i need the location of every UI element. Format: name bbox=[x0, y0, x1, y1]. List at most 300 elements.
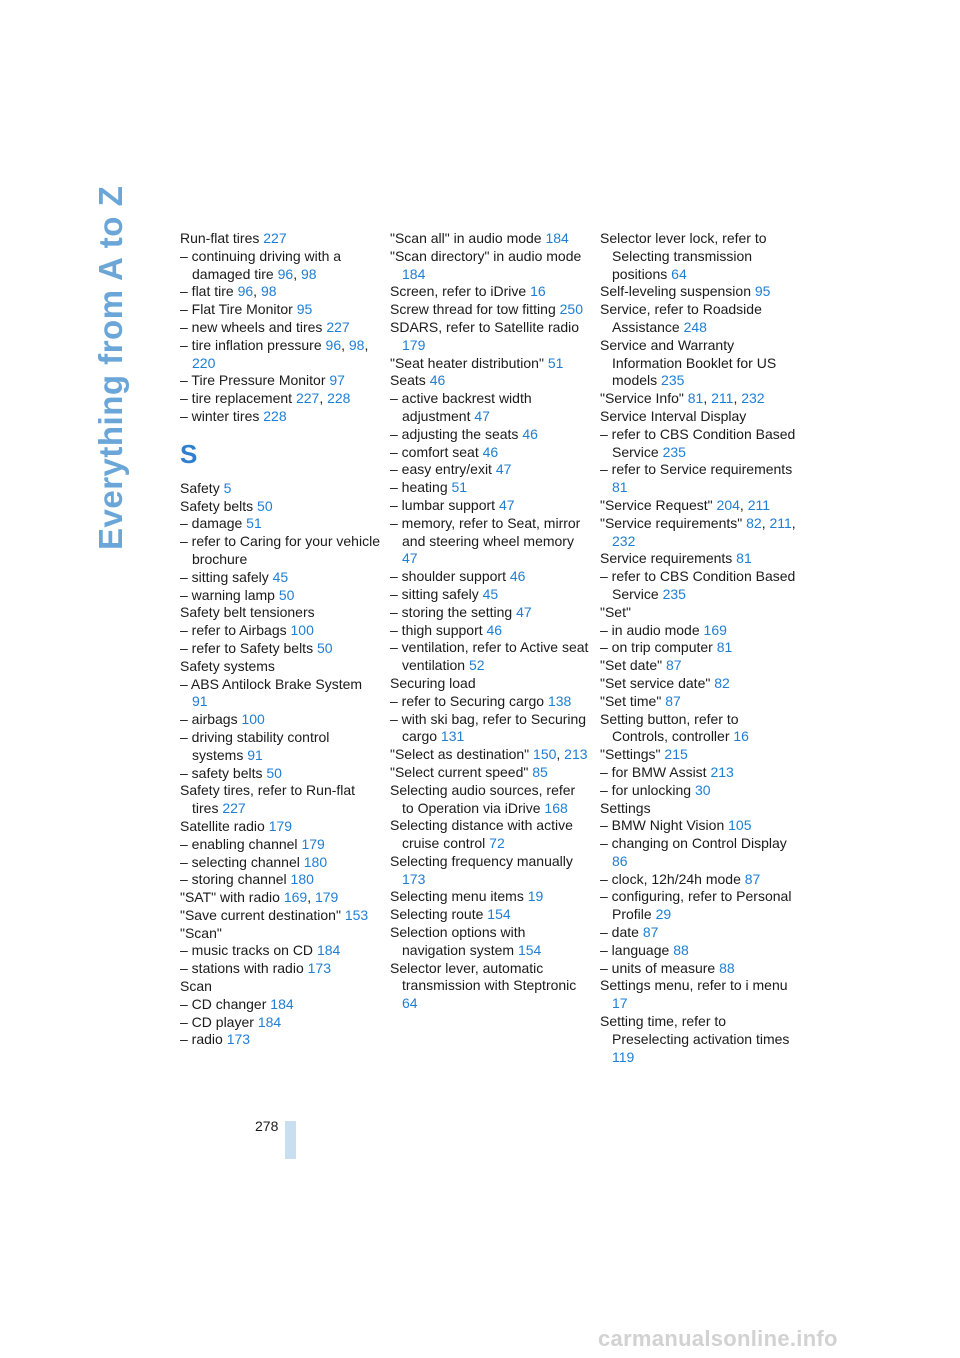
index-entry bbox=[600, 515, 796, 551]
index-term: Selecting audio sources, refer to Operation via iDrive bbox=[390, 781, 576, 816]
index-entry bbox=[180, 1014, 380, 1032]
page-link[interactable]: 88 bbox=[719, 959, 735, 976]
index-term: – driving stability control systems bbox=[180, 728, 330, 763]
page-link[interactable]: 232 bbox=[741, 390, 765, 407]
page-link[interactable]: 150 bbox=[533, 746, 557, 763]
page-link[interactable]: 250 bbox=[559, 301, 583, 318]
page-link[interactable]: 88 bbox=[673, 941, 689, 958]
page-link[interactable]: 45 bbox=[272, 568, 289, 585]
page-link[interactable]: 168 bbox=[544, 799, 568, 816]
index-term: "Select current speed" bbox=[390, 763, 533, 780]
index-term: – stations with radio bbox=[180, 960, 308, 977]
index-term: – sitting safely bbox=[180, 568, 273, 585]
page-link[interactable]: 173 bbox=[226, 1031, 251, 1048]
page-link[interactable]: 87 bbox=[744, 870, 761, 887]
index-term: "Scan directory" in audio mode bbox=[390, 247, 582, 264]
index-entry bbox=[390, 586, 590, 604]
page-link[interactable]: 46 bbox=[509, 568, 526, 585]
page-separator: , bbox=[341, 336, 349, 353]
index-entry bbox=[180, 854, 380, 872]
index-entry bbox=[600, 782, 796, 800]
index-term: "Service Request" bbox=[600, 496, 717, 513]
page-link[interactable]: 131 bbox=[440, 728, 465, 745]
index-entry bbox=[600, 746, 796, 764]
index-entry bbox=[390, 444, 590, 462]
index-term: Selection options with navigation system bbox=[390, 924, 526, 958]
page-link[interactable]: 211 bbox=[769, 514, 792, 531]
index-term: – Tire Pressure Monitor bbox=[180, 372, 330, 389]
page-link[interactable]: 52 bbox=[468, 657, 485, 674]
index-term: "Seat heater distribution" bbox=[390, 354, 548, 371]
page-link[interactable]: 64 bbox=[671, 265, 687, 282]
page-number: 278 bbox=[255, 1118, 279, 1134]
page-link[interactable]: 45 bbox=[482, 585, 499, 602]
index-entry bbox=[180, 498, 380, 516]
page-link[interactable]: 50 bbox=[316, 639, 333, 656]
page-link[interactable]: 154 bbox=[487, 906, 511, 923]
index-entry bbox=[600, 657, 796, 675]
page-link[interactable]: 138 bbox=[547, 692, 572, 709]
page-link[interactable]: 227 bbox=[295, 390, 320, 407]
index-term: Settings menu, refer to i menu bbox=[600, 977, 788, 994]
page-link[interactable]: 154 bbox=[517, 941, 542, 958]
index-entry bbox=[390, 888, 590, 906]
page-link[interactable]: 16 bbox=[733, 728, 749, 745]
index-term: – configuring, refer to Personal Profile bbox=[600, 888, 792, 923]
index-entry bbox=[180, 337, 380, 373]
page-link[interactable]: 213 bbox=[564, 746, 588, 763]
page-link[interactable]: 235 bbox=[661, 372, 685, 389]
page-link[interactable]: 100 bbox=[290, 622, 314, 639]
index-term: – adjusting the seats bbox=[390, 425, 523, 442]
page-link[interactable]: 96 bbox=[277, 265, 294, 282]
index-term: – refer to Airbags bbox=[180, 622, 291, 639]
page-link[interactable]: 82 bbox=[746, 514, 762, 531]
index-entry bbox=[600, 604, 796, 622]
index-entry bbox=[390, 764, 590, 782]
page-link[interactable]: 179 bbox=[301, 835, 325, 852]
page-link[interactable]: 51 bbox=[451, 479, 468, 496]
index-entry bbox=[600, 497, 796, 515]
page-link[interactable]: 47 bbox=[495, 461, 512, 478]
index-entry bbox=[390, 497, 590, 515]
index-entry bbox=[600, 800, 796, 818]
index-entry bbox=[600, 230, 796, 283]
index-term: – lumbar support bbox=[390, 496, 499, 513]
page-separator: , bbox=[319, 390, 328, 407]
index-term: Self-leveling suspension bbox=[600, 283, 755, 300]
index-term: – for BMW Assist bbox=[600, 763, 711, 780]
index-entry bbox=[600, 568, 796, 604]
index-entry bbox=[390, 426, 590, 444]
page-link[interactable]: 184 bbox=[545, 230, 569, 246]
index-entry bbox=[180, 408, 380, 426]
index-entry bbox=[390, 461, 590, 479]
page-link[interactable]: 220 bbox=[192, 354, 216, 371]
index-entry bbox=[180, 248, 380, 284]
index-term: "Set time" bbox=[600, 692, 666, 709]
index-entry bbox=[180, 640, 380, 658]
index-term: – units of measure bbox=[600, 959, 720, 976]
index-term: "Scan" bbox=[180, 924, 222, 941]
page-link[interactable]: 81 bbox=[612, 479, 628, 496]
index-entry bbox=[600, 977, 796, 1013]
page-link[interactable]: 173 bbox=[402, 870, 426, 887]
page-link[interactable]: 173 bbox=[307, 960, 331, 977]
index-term: Setting time, refer to Preselecting activation times bbox=[600, 1013, 790, 1047]
index-entry bbox=[180, 587, 380, 605]
index-term: – winter tires bbox=[180, 407, 264, 424]
watermark: carmanualsonline.info bbox=[598, 1326, 838, 1351]
index-entry bbox=[600, 426, 796, 462]
index-entry bbox=[180, 942, 380, 960]
index-entry bbox=[600, 942, 796, 960]
page-link[interactable]: 211 bbox=[711, 390, 734, 407]
index-term: Setting button, refer to Controls, controller bbox=[600, 710, 739, 745]
page-link[interactable]: 19 bbox=[527, 888, 544, 905]
page-link[interactable]: 82 bbox=[714, 674, 730, 691]
page-link[interactable]: 184 bbox=[316, 942, 341, 959]
index-term: – CD player bbox=[180, 1013, 258, 1030]
index-entry bbox=[180, 907, 380, 925]
index-term: – tire inflation pressure bbox=[180, 336, 326, 353]
index-term: Screw thread for tow fitting bbox=[390, 301, 560, 318]
index-term: – Flat Tire Monitor bbox=[180, 301, 297, 318]
index-entry bbox=[390, 515, 590, 568]
page-link[interactable]: 227 bbox=[326, 318, 350, 335]
index-entry bbox=[180, 515, 380, 533]
page-link[interactable]: 215 bbox=[664, 746, 688, 763]
page-link[interactable]: 153 bbox=[344, 906, 369, 923]
index-term: Selecting route bbox=[390, 906, 488, 923]
index-term: Selecting frequency manually bbox=[390, 852, 573, 869]
index-term: SDARS, refer to Satellite radio bbox=[390, 318, 580, 335]
page-link[interactable]: 227 bbox=[263, 230, 287, 246]
page-link[interactable]: 98 bbox=[300, 265, 317, 282]
index-entry bbox=[390, 639, 590, 675]
page-link[interactable]: 30 bbox=[694, 781, 711, 798]
page-link[interactable]: 184 bbox=[257, 1013, 282, 1030]
index-term: "SAT" with radio bbox=[180, 889, 284, 906]
page-link[interactable]: 169 bbox=[703, 621, 727, 638]
index-term: – with ski bag, refer to Securing cargo bbox=[390, 710, 587, 745]
page-link[interactable]: 50 bbox=[266, 764, 282, 781]
index-column-3 bbox=[600, 230, 796, 1066]
index-entry bbox=[600, 1013, 796, 1066]
index-term: – ventilation, refer to Active seat ventilation bbox=[390, 639, 589, 674]
index-term: "Set service date" bbox=[600, 674, 715, 691]
index-entry bbox=[600, 835, 796, 871]
index-term: – selecting channel bbox=[180, 853, 304, 870]
page-link[interactable]: 95 bbox=[296, 301, 313, 318]
page-link[interactable]: 97 bbox=[329, 372, 345, 389]
index-entry bbox=[180, 729, 380, 765]
index-term: – refer to Service requirements bbox=[600, 461, 793, 478]
page-link[interactable]: 211 bbox=[747, 496, 771, 513]
index-entry bbox=[390, 604, 590, 622]
index-entry bbox=[180, 711, 380, 729]
page-link[interactable]: 91 bbox=[192, 693, 208, 710]
index-term: "Service Info" bbox=[600, 390, 688, 407]
index-term: "Select as destination" bbox=[390, 746, 534, 763]
index-entry bbox=[600, 693, 796, 711]
index-entry bbox=[180, 871, 380, 889]
page-link[interactable]: 204 bbox=[716, 496, 740, 513]
page-link[interactable]: 98 bbox=[260, 283, 277, 300]
index-term: Satellite radio bbox=[180, 817, 269, 834]
index-entry bbox=[180, 622, 380, 640]
index-term: "Service requirements" bbox=[600, 514, 747, 531]
page-link[interactable]: 46 bbox=[482, 443, 499, 460]
index-term: Safety belt tensioners bbox=[180, 604, 315, 621]
page-marker-bar bbox=[285, 1121, 296, 1159]
page-link[interactable]: 47 bbox=[402, 550, 418, 567]
page-link[interactable]: 47 bbox=[474, 407, 490, 424]
page-link[interactable]: 179 bbox=[314, 889, 339, 906]
index-entry bbox=[180, 390, 380, 408]
index-term: Service and Warranty Information Booklet for US models bbox=[600, 336, 777, 389]
index-term: – in audio mode bbox=[600, 621, 704, 638]
page-separator: , bbox=[703, 390, 712, 407]
page-link[interactable]: 179 bbox=[268, 817, 293, 834]
index-entry bbox=[390, 390, 590, 426]
page-link[interactable]: 46 bbox=[486, 621, 503, 638]
index-term: – damage bbox=[180, 515, 247, 532]
page-link[interactable]: 91 bbox=[247, 746, 263, 763]
index-term: – radio bbox=[180, 1031, 227, 1048]
page-link[interactable]: 64 bbox=[402, 995, 418, 1012]
index-entry bbox=[390, 248, 590, 284]
index-term: – new wheels and tires bbox=[180, 318, 327, 335]
page-link[interactable]: 81 bbox=[716, 639, 733, 656]
index-entry bbox=[180, 818, 380, 836]
index-term: "Set date" bbox=[600, 657, 666, 674]
index-entry bbox=[180, 319, 380, 337]
page-link[interactable]: 228 bbox=[263, 407, 287, 424]
index-term: – changing on Control Display bbox=[600, 835, 787, 852]
index-term: – refer to CBS Condition Based Service bbox=[600, 568, 796, 602]
index-term: "Set" bbox=[600, 603, 631, 620]
side-title: Everything from A to Z bbox=[92, 185, 129, 550]
index-entry bbox=[180, 569, 380, 587]
index-entry bbox=[600, 639, 796, 657]
index-term: Selector lever, automatic transmission with Steptronic bbox=[390, 959, 577, 994]
index-entry bbox=[180, 283, 380, 301]
index-letter-heading: S bbox=[180, 438, 198, 469]
page-link[interactable]: 119 bbox=[612, 1048, 635, 1065]
page-link[interactable]: 72 bbox=[489, 835, 505, 852]
index-entry bbox=[390, 568, 590, 586]
index-entry bbox=[180, 978, 380, 996]
index-term: – refer to CBS Condition Based Service bbox=[600, 425, 796, 460]
index-term: – shoulder support bbox=[390, 568, 510, 585]
page-link[interactable]: 96 bbox=[237, 283, 254, 300]
index-term: "Scan all" in audio mode bbox=[390, 230, 546, 246]
index-entry bbox=[180, 301, 380, 319]
page-link[interactable]: 51 bbox=[246, 515, 262, 532]
page-link[interactable]: 179 bbox=[402, 336, 426, 353]
index-entry bbox=[180, 604, 380, 622]
index-term: – airbags bbox=[180, 711, 242, 728]
index-entry bbox=[390, 230, 590, 248]
page-separator: , bbox=[739, 496, 748, 513]
index-entry bbox=[180, 782, 380, 818]
index-entry bbox=[390, 960, 590, 1013]
index-entry bbox=[390, 622, 590, 640]
index-term: Selector lever lock, refer to Selecting transmission positions bbox=[600, 230, 767, 282]
index-entry bbox=[600, 408, 796, 426]
page-link[interactable]: 184 bbox=[270, 995, 294, 1012]
page-separator: , bbox=[733, 390, 742, 407]
page-link[interactable]: 184 bbox=[402, 265, 426, 282]
index-term: – active backrest width adjustment bbox=[390, 390, 532, 424]
index-entry bbox=[180, 230, 380, 248]
index-entry bbox=[390, 319, 590, 355]
page-link[interactable]: 47 bbox=[498, 496, 515, 513]
index-entry bbox=[180, 480, 380, 498]
index-term: Safety systems bbox=[180, 657, 275, 674]
index-entry bbox=[390, 675, 590, 693]
page-link[interactable]: 235 bbox=[662, 443, 686, 460]
page-link[interactable]: 87 bbox=[665, 692, 681, 709]
index-entry bbox=[600, 711, 796, 747]
index-entry bbox=[390, 782, 590, 818]
index-term: – on trip computer bbox=[600, 639, 717, 656]
index-term: – sitting safely bbox=[390, 585, 483, 602]
page-link[interactable]: 29 bbox=[655, 906, 672, 923]
page-link[interactable]: 81 bbox=[687, 390, 704, 407]
page-link[interactable]: 86 bbox=[612, 852, 628, 869]
page-link[interactable]: 47 bbox=[516, 603, 532, 620]
index-entry bbox=[390, 853, 590, 889]
index-entry bbox=[600, 764, 796, 782]
page-link[interactable]: 87 bbox=[642, 924, 659, 941]
page-link[interactable]: 81 bbox=[736, 550, 752, 567]
page-link[interactable]: 85 bbox=[532, 763, 548, 780]
index-entry bbox=[180, 372, 380, 390]
index-term: – CD changer bbox=[180, 995, 271, 1012]
index-term: – refer to Caring for your vehicle brochure bbox=[180, 533, 380, 567]
page-link[interactable]: 180 bbox=[303, 853, 328, 870]
page-link[interactable]: 95 bbox=[754, 283, 771, 300]
index-term: Safety bbox=[180, 479, 224, 496]
page-link[interactable]: 46 bbox=[429, 372, 446, 389]
index-entry bbox=[600, 960, 796, 978]
page-link[interactable]: 248 bbox=[683, 318, 707, 335]
index-entry bbox=[180, 765, 380, 783]
page-link[interactable]: 100 bbox=[241, 711, 265, 728]
index-entry bbox=[390, 283, 590, 301]
page-link[interactable]: 96 bbox=[325, 336, 342, 353]
page-link[interactable]: 180 bbox=[290, 871, 314, 888]
index-entry bbox=[390, 372, 590, 390]
index-term: – safety belts bbox=[180, 764, 267, 781]
index-entry bbox=[600, 461, 796, 497]
index-term: – tire replacement bbox=[180, 390, 296, 407]
index-term: Scan bbox=[180, 978, 212, 995]
index-entry bbox=[600, 924, 796, 942]
index-term: Safety belts bbox=[180, 497, 258, 514]
page-separator: , bbox=[791, 514, 796, 531]
page-link[interactable]: 227 bbox=[222, 800, 246, 817]
index-term: Settings bbox=[600, 799, 651, 816]
index-entry bbox=[600, 888, 796, 924]
index-term: – ABS Antilock Brake System bbox=[180, 675, 363, 692]
index-entry bbox=[180, 889, 380, 907]
index-term: – language bbox=[600, 941, 674, 958]
index-term: – BMW Night Vision bbox=[600, 817, 729, 834]
page-link[interactable]: 232 bbox=[612, 532, 636, 549]
index-term: – music tracks on CD bbox=[180, 942, 317, 959]
page-link[interactable]: 17 bbox=[612, 995, 628, 1012]
page-separator: , bbox=[253, 283, 261, 300]
index-term: Run-flat tires bbox=[180, 230, 264, 246]
index-entry bbox=[600, 550, 796, 568]
page-link[interactable]: 105 bbox=[728, 817, 752, 834]
index-term: – heating bbox=[390, 479, 452, 496]
page-link[interactable]: 87 bbox=[665, 657, 682, 674]
index-entry bbox=[600, 622, 796, 640]
page-link[interactable]: 50 bbox=[257, 497, 273, 514]
index-column-1 bbox=[180, 230, 380, 1049]
page-link[interactable]: 228 bbox=[327, 390, 351, 407]
index-entry bbox=[600, 283, 796, 301]
index-entry bbox=[180, 533, 380, 569]
index-entry bbox=[600, 871, 796, 889]
index-entry bbox=[390, 746, 590, 764]
index-term: Service, refer to Roadside Assistance bbox=[600, 301, 762, 335]
index-term: – flat tire bbox=[180, 283, 238, 300]
index-term: Service Interval Display bbox=[600, 407, 747, 424]
index-column-2 bbox=[390, 230, 590, 1013]
page-separator: , bbox=[556, 746, 565, 763]
index-entry bbox=[600, 817, 796, 835]
index-entry bbox=[600, 301, 796, 337]
index-term: – memory, refer to Seat, mirror and steering wheel memory bbox=[390, 514, 581, 549]
page-separator: , bbox=[293, 265, 301, 282]
page-link[interactable]: 213 bbox=[710, 763, 734, 780]
index-entry bbox=[600, 390, 796, 408]
index-term: – enabling channel bbox=[180, 835, 302, 852]
index-entry bbox=[390, 355, 590, 373]
page-link[interactable]: 5 bbox=[223, 479, 232, 496]
page-link[interactable]: 16 bbox=[530, 283, 546, 300]
index-term: – storing channel bbox=[180, 871, 291, 888]
index-term: Screen, refer to iDrive bbox=[390, 283, 531, 300]
index-entry bbox=[180, 960, 380, 978]
index-term: Seats bbox=[390, 372, 430, 389]
index-entry bbox=[180, 925, 380, 943]
page-separator: , bbox=[307, 889, 315, 906]
page-link[interactable]: 169 bbox=[283, 889, 308, 906]
index-term: Selecting menu items bbox=[390, 888, 528, 905]
page-link[interactable]: 50 bbox=[278, 586, 295, 603]
page-link[interactable]: 235 bbox=[662, 585, 686, 602]
page-separator: , bbox=[364, 336, 369, 353]
index-term: – thigh support bbox=[390, 621, 487, 638]
page-link[interactable]: 46 bbox=[522, 425, 538, 442]
index-entry bbox=[180, 1031, 380, 1049]
index-term: – continuing driving with a damaged tire bbox=[180, 247, 342, 282]
index-term: – easy entry/exit bbox=[390, 461, 496, 478]
page-link[interactable]: 98 bbox=[348, 336, 365, 353]
index-term: Service requirements bbox=[600, 550, 737, 567]
index-term: – refer to Safety belts bbox=[180, 639, 317, 656]
index-entry bbox=[390, 301, 590, 319]
index-term: Selecting distance with active cruise control bbox=[390, 817, 573, 852]
page-link[interactable]: 51 bbox=[547, 354, 564, 371]
index-entry bbox=[180, 996, 380, 1014]
